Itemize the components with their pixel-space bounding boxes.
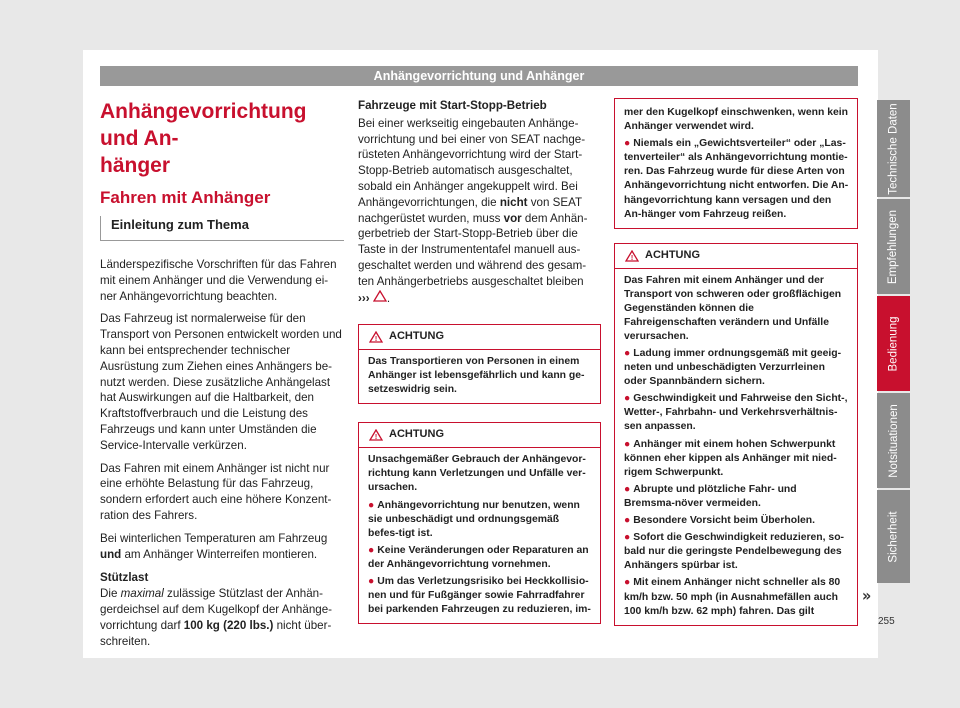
bold-value: 100 kg (220 lbs.) bbox=[183, 618, 274, 632]
warning-triangle-icon bbox=[369, 429, 383, 441]
bullet-text: Besondere Vorsicht beim Überholen. bbox=[633, 515, 815, 527]
bold-word: vor bbox=[503, 211, 522, 225]
bullet-dot: ● bbox=[368, 499, 375, 511]
warning-text: Das Fahren mit einem Anhänger und der Transport von schweren oder großflächigen Gegenständen können die Fahreigenschaften verändern und Unfälle verursachen. bbox=[624, 274, 842, 342]
bullet-item bbox=[368, 499, 592, 541]
section-title: Fahren mit Anhänger bbox=[100, 188, 271, 207]
warning-box bbox=[358, 422, 601, 624]
warning-triangle-icon bbox=[369, 331, 383, 343]
paragraph: Länderspezifische Vorschriften für das Fahren mit einem Anhänger und die Verwendung ei-ner Anhängevorrichtung beachten. bbox=[100, 258, 337, 303]
start-stopp-heading: Fahrzeuge mit Start-Stopp-Betrieb bbox=[358, 99, 547, 112]
tab-label: Bedienung bbox=[887, 316, 900, 371]
bullet-text: Ladung immer ordnungsgemäß mit geeig-neten und unbeschädigten Verzurrleinen oder Spannbändern sichern. bbox=[624, 348, 842, 388]
bullet-dot: ● bbox=[368, 575, 375, 587]
svg-text:!: ! bbox=[630, 254, 634, 262]
warning-content bbox=[615, 269, 857, 625]
bullet-dot: ● bbox=[624, 577, 631, 589]
bold-word: nicht bbox=[499, 195, 528, 209]
bold-word: und bbox=[100, 547, 122, 561]
intro-heading: Einleitung zum Thema bbox=[100, 216, 344, 241]
bullet-dot: ● bbox=[624, 483, 631, 495]
chapter-title bbox=[100, 98, 344, 179]
bullet-dot: ● bbox=[624, 348, 631, 360]
bullet-dot: ● bbox=[624, 393, 631, 405]
page-header: Anhängevorrichtung und Anhänger bbox=[100, 66, 858, 86]
bullet-item bbox=[624, 137, 849, 222]
text-run: zulässige Stützlast der Anhän-gerdeichsel auf dem Kugelkopf der Anhänge-vorrichtung darf bbox=[100, 587, 333, 632]
bullet-dot: ● bbox=[624, 515, 631, 527]
bullet-text: Um das Verletzungsrisiko bei Heckkollisio-nen und für Fußgänger sowie Fahrradfahrer bei parkenden Fahrzeugen zu reduzieren, im- bbox=[368, 575, 591, 616]
reference-arrows: ››› bbox=[358, 291, 370, 305]
text-run: dem Anhän-gerbetrieb der Start-Stopp-Betrieb über die Taste in der Instrumententafel manuell aus-geschaltet werden und während des gesam-ten Anhängerbetriebs ausgeschaltet bleiben bbox=[358, 211, 588, 288]
warning-label: ACHTUNG bbox=[645, 248, 700, 261]
text-run: Bei einer werkseitig eingebauten Anhänge-vorrichtung und bei einer von SEAT nachge-rüsteten Anhängevorrichtung wird der Start-Stopp-Betrieb automatisch ausgeschaltet, sobald ein Anhänger angekuppelt wird. Bei Anhängevorrichtungen, die bbox=[358, 116, 586, 209]
warning-triangle-icon bbox=[625, 250, 639, 262]
bullet-dot: ● bbox=[624, 438, 631, 450]
tab-label: Notsituationen bbox=[887, 403, 900, 478]
column-left bbox=[100, 98, 344, 656]
bullet-item bbox=[624, 392, 849, 434]
page-number: 255 bbox=[878, 616, 895, 627]
chapter-title-line1: Anhängevorrichtung und An- bbox=[100, 100, 307, 150]
paragraph: Das Fahren mit einem Anhänger ist nicht nur eine erhöhte Belastung für das Fahrzeug, sondern erfordert auch eine höhere Konzent-ration des Fahrers. bbox=[100, 461, 332, 522]
warning-header bbox=[359, 325, 600, 350]
bullet-dot: ● bbox=[624, 532, 631, 544]
warning-box-continued bbox=[614, 98, 858, 229]
tab-empfehlungen[interactable] bbox=[877, 199, 910, 294]
column-right bbox=[614, 98, 858, 626]
tab-notsituationen[interactable] bbox=[877, 393, 910, 488]
bullet-text: Sofort die Geschwindigkeit reduzieren, so-bald nur die geringste Pendelbewegung des Anhängers spürbar ist. bbox=[624, 532, 845, 572]
chapter-title-line2: hänger bbox=[100, 154, 171, 177]
text-run: nicht über-schreiten. bbox=[100, 618, 332, 648]
column-middle bbox=[358, 98, 601, 624]
warning-text: Unsachgemäßer Gebrauch der Anhängevor-richtung kann Verletzungen und Unfälle ver-ursachen. bbox=[368, 454, 586, 494]
tab-bedienung[interactable] bbox=[877, 296, 910, 391]
bullet-item bbox=[624, 514, 849, 528]
stuetzlast-heading: Stützlast bbox=[100, 571, 149, 585]
tab-sicherheit[interactable] bbox=[877, 490, 910, 583]
tab-technische-daten[interactable] bbox=[877, 100, 910, 197]
warning-text: Das Transportieren von Personen in einem Anhänger ist lebensgefährlich und kann ge-setzeswidrig sein. bbox=[368, 356, 585, 396]
warning-label: ACHTUNG bbox=[389, 428, 444, 441]
warning-content bbox=[615, 99, 857, 228]
bullet-text: Niemals ein „Gewichtsverteiler“ oder „Las-tenverteiler“ als Anhängevorrichtung montie-ren. Das Fahrzeug wurde für diese Arten von Anhängevorrichtung nicht entworfen. Die An-hängevorrichtung kann versagen und den An-hänger vom Fahrzeug reißen. bbox=[624, 138, 849, 220]
bullet-item bbox=[624, 347, 849, 389]
bullet-item bbox=[624, 576, 849, 618]
bullet-item bbox=[368, 544, 592, 572]
bullet-text: Abrupte und plötzliche Fahr- und Bremsma-növer vermeiden. bbox=[624, 483, 797, 509]
warning-content bbox=[359, 448, 600, 623]
bullet-text: Anhänger mit einem hohen Schwerpunkt können eher kippen als Anhänger mit nied-rigem Schwerpunkt. bbox=[624, 438, 837, 478]
text-run: Bei winterlichen Temperaturen am Fahrzeug bbox=[100, 531, 328, 545]
paragraph: Das Fahrzeug ist normalerweise für den Transport von Personen entwickelt worden und kann bei entsprechender technischer Ausrüstung zum Ziehen eines Anhängers be-nutzt werden. Diese zusätzliche Anhängelast hat Auswirkungen auf die Haltbarkeit, den Kraftstoffverbrauch und die Leistung des Fahrzeugs und kann unter Umständen die Service-Intervalle verkürzen. bbox=[100, 312, 342, 452]
text-run: von SEAT nachgerüstet wurden, muss bbox=[358, 195, 582, 225]
bullet-item bbox=[624, 483, 849, 511]
paragraph bbox=[100, 586, 344, 649]
bullet-item bbox=[368, 575, 592, 617]
warning-text: mer den Kugelkopf einschwenken, wenn kein Anhänger verwendet wird. bbox=[624, 107, 849, 133]
bullet-dot: ● bbox=[368, 544, 375, 556]
bullet-dot: ● bbox=[624, 138, 631, 150]
warning-header bbox=[359, 423, 600, 448]
bullet-item bbox=[624, 438, 849, 480]
bullet-text: Anhängevorrichtung nur benutzen, wenn sie unbeschädigt und ordnungsgemäß befes-tigt ist. bbox=[368, 499, 580, 539]
warning-header bbox=[615, 244, 857, 269]
italic-word: maximal bbox=[120, 587, 164, 601]
bullet-text: Mit einem Anhänger nicht schneller als 80 km/h bzw. 50 mph (in Ausnahmefällen auch 100 km/h bzw. 62 mph) fahren. Das gilt bbox=[624, 577, 841, 617]
bullet-item bbox=[624, 531, 849, 573]
paragraph bbox=[100, 531, 344, 563]
paragraph: Bei einer werkseitig eingebauten Anhänge-vorrichtung und bei einer von SEAT nachge-rüsteten Anhängevorrichtung wird der Start-Stopp-Betrieb automatisch ausgeschaltet, sobald ein Anhänger angekuppelt wird. Bei Anhängevorrichtungen, die nicht von SEAT nachgerüstet wurden, muss vor dem Anhän-gerbetrieb der Start-Stopp-Betrieb über die Taste in der Instrumententafel manuell aus-geschaltet werden und während des gesam-ten Anhängerbetriebs ausgeschaltet bleiben ››› . bbox=[358, 116, 588, 305]
svg-text:!: ! bbox=[374, 434, 378, 442]
bullet-text: Geschwindigkeit und Fahrweise den Sicht-, Wetter-, Fahrbahn- und Verkehrsverhältnis-sen anpassen. bbox=[624, 393, 848, 433]
warning-triangle-icon bbox=[373, 290, 387, 302]
tab-label: Sicherheit bbox=[887, 510, 900, 563]
continue-arrow: » bbox=[862, 586, 872, 605]
tab-label: Technische Daten bbox=[887, 102, 900, 195]
text-run: am Anhänger Winterreifen montieren. bbox=[121, 547, 318, 561]
warning-label: ACHTUNG bbox=[389, 330, 444, 343]
text-run: Die bbox=[100, 587, 121, 601]
warning-box bbox=[614, 243, 858, 626]
svg-text:!: ! bbox=[374, 336, 378, 344]
tab-label: Empfehlungen bbox=[887, 209, 900, 284]
bullet-text: Keine Veränderungen oder Reparaturen an der Anhängevorrichtung vornehmen. bbox=[368, 544, 589, 570]
warning-box bbox=[358, 324, 601, 404]
